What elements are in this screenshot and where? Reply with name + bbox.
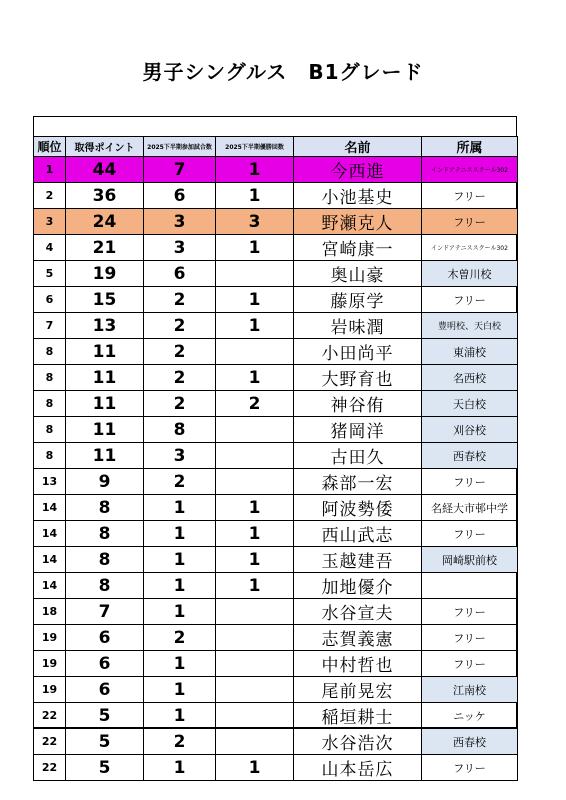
rank-cell: 6 <box>34 287 66 313</box>
games-cell: 2 <box>144 469 216 495</box>
wins-cell <box>216 651 294 677</box>
games-cell: 1 <box>144 573 216 599</box>
table-row <box>34 443 518 469</box>
points-cell: 11 <box>66 365 144 391</box>
wins-cell: 1 <box>216 547 294 573</box>
table-row <box>34 521 518 547</box>
games-cell: 2 <box>144 625 216 651</box>
rank-cell: 14 <box>34 547 66 573</box>
wins-cell: 1 <box>216 157 294 183</box>
wins-cell: 1 <box>216 287 294 313</box>
points-cell: 8 <box>66 573 144 599</box>
games-cell: 1 <box>144 599 216 625</box>
points-cell: 5 <box>66 703 144 729</box>
games-cell: 1 <box>144 651 216 677</box>
table-row <box>34 209 518 235</box>
affiliation-cell: インドアテニススクール302 <box>422 235 518 261</box>
wins-cell <box>216 261 294 287</box>
header-wins: 2025下半期優勝回数 <box>216 137 294 157</box>
wins-cell: 3 <box>216 209 294 235</box>
name-cell: 加地優介 <box>294 573 422 599</box>
affiliation-cell: 東浦校 <box>422 339 518 365</box>
table-row <box>34 573 518 599</box>
rank-cell: 22 <box>34 755 66 781</box>
points-cell: 15 <box>66 287 144 313</box>
affiliation-cell: 岡崎駅前校 <box>422 547 518 573</box>
rank-cell: 8 <box>34 365 66 391</box>
points-cell: 6 <box>66 625 144 651</box>
points-cell: 44 <box>66 157 144 183</box>
games-cell: 1 <box>144 521 216 547</box>
wins-cell: 1 <box>216 573 294 599</box>
affiliation-cell: フリー <box>422 625 518 651</box>
name-cell: 稲垣耕士 <box>294 703 422 729</box>
name-cell: 森部一宏 <box>294 469 422 495</box>
name-cell: 野瀬克人 <box>294 209 422 235</box>
table-row <box>34 261 518 287</box>
games-cell: 1 <box>144 677 216 703</box>
name-cell: 大野育也 <box>294 365 422 391</box>
wins-cell <box>216 625 294 651</box>
affiliation-cell: 天白校 <box>422 391 518 417</box>
games-cell: 2 <box>144 287 216 313</box>
affiliation-cell: インドアテニススクール302 <box>422 157 518 183</box>
table-row <box>34 599 518 625</box>
games-cell: 6 <box>144 183 216 209</box>
games-cell: 2 <box>144 729 216 755</box>
table-row <box>34 339 518 365</box>
wins-cell: 1 <box>216 235 294 261</box>
games-cell: 7 <box>144 157 216 183</box>
name-cell: 中村哲也 <box>294 651 422 677</box>
name-cell: 今西進 <box>294 157 422 183</box>
rank-cell: 19 <box>34 651 66 677</box>
wins-cell <box>216 677 294 703</box>
wins-cell: 1 <box>216 755 294 781</box>
wins-cell <box>216 443 294 469</box>
table-row <box>34 755 518 781</box>
header-points: 取得ポイント <box>66 137 144 157</box>
rank-cell: 18 <box>34 599 66 625</box>
games-cell: 3 <box>144 209 216 235</box>
points-cell: 13 <box>66 313 144 339</box>
points-cell: 5 <box>66 755 144 781</box>
points-cell: 5 <box>66 729 144 755</box>
page-title: 男子シングルス B1グレード <box>142 60 424 84</box>
table-row <box>34 313 518 339</box>
affiliation-cell: 西春校 <box>422 443 518 469</box>
affiliation-cell: 豊明校、天白校 <box>422 313 518 339</box>
rank-cell: 3 <box>34 209 66 235</box>
name-cell: 志賀義憲 <box>294 625 422 651</box>
name-cell: 小池基史 <box>294 183 422 209</box>
table-row <box>34 469 518 495</box>
wins-cell <box>216 469 294 495</box>
header-name: 名前 <box>294 137 422 157</box>
points-cell: 11 <box>66 391 144 417</box>
affiliation-cell <box>422 573 518 599</box>
ranking-table <box>33 136 518 781</box>
rank-cell: 8 <box>34 417 66 443</box>
wins-cell: 1 <box>216 365 294 391</box>
name-cell: 尾前晃宏 <box>294 677 422 703</box>
affiliation-cell: 刈谷校 <box>422 417 518 443</box>
name-cell: 古田久 <box>294 443 422 469</box>
wins-cell <box>216 703 294 729</box>
rank-cell: 8 <box>34 443 66 469</box>
affiliation-cell: フリー <box>422 755 518 781</box>
name-cell: 藤原学 <box>294 287 422 313</box>
games-cell: 1 <box>144 547 216 573</box>
rank-cell: 8 <box>34 391 66 417</box>
games-cell: 6 <box>144 261 216 287</box>
points-cell: 8 <box>66 495 144 521</box>
name-cell: 奥山豪 <box>294 261 422 287</box>
name-cell: 阿波勢倭 <box>294 495 422 521</box>
rank-cell: 1 <box>34 157 66 183</box>
points-cell: 36 <box>66 183 144 209</box>
table-row <box>34 729 518 755</box>
affiliation-cell: フリー <box>422 287 518 313</box>
table-row <box>34 365 518 391</box>
header-rank: 順位 <box>34 137 66 157</box>
table-row <box>34 391 518 417</box>
points-cell: 21 <box>66 235 144 261</box>
points-cell: 24 <box>66 209 144 235</box>
table-row <box>34 677 518 703</box>
rank-cell: 22 <box>34 703 66 729</box>
name-cell: 神谷侑 <box>294 391 422 417</box>
points-cell: 19 <box>66 261 144 287</box>
name-cell: 玉越建吾 <box>294 547 422 573</box>
wins-cell <box>216 729 294 755</box>
points-cell: 8 <box>66 547 144 573</box>
table-row <box>34 495 518 521</box>
affiliation-cell: フリー <box>422 209 518 235</box>
affiliation-cell: フリー <box>422 599 518 625</box>
affiliation-cell: 名経大市邨中学 <box>422 495 518 521</box>
name-cell: 山本岳広 <box>294 755 422 781</box>
wins-cell: 2 <box>216 391 294 417</box>
affiliation-cell: 江南校 <box>422 677 518 703</box>
name-cell: 宮崎康一 <box>294 235 422 261</box>
points-cell: 6 <box>66 651 144 677</box>
games-cell: 1 <box>144 703 216 729</box>
header-row <box>34 137 518 157</box>
table-row <box>34 625 518 651</box>
wins-cell <box>216 417 294 443</box>
affiliation-cell: フリー <box>422 183 518 209</box>
rank-cell: 19 <box>34 677 66 703</box>
wins-cell: 1 <box>216 313 294 339</box>
table-row <box>34 235 518 261</box>
table-body <box>34 157 518 781</box>
games-cell: 3 <box>144 443 216 469</box>
rank-cell: 14 <box>34 521 66 547</box>
rank-cell: 2 <box>34 183 66 209</box>
affiliation-cell: 西春校 <box>422 729 518 755</box>
rank-cell: 5 <box>34 261 66 287</box>
wins-cell <box>216 599 294 625</box>
name-cell: 小田尚平 <box>294 339 422 365</box>
table-row <box>34 183 518 209</box>
affiliation-cell: フリー <box>422 651 518 677</box>
name-cell: 岩味潤 <box>294 313 422 339</box>
table-row <box>34 287 518 313</box>
points-cell: 11 <box>66 417 144 443</box>
rank-cell: 22 <box>34 729 66 755</box>
header-affiliation: 所属 <box>422 137 518 157</box>
rank-cell: 7 <box>34 313 66 339</box>
name-cell: 西山武志 <box>294 521 422 547</box>
wins-cell: 1 <box>216 183 294 209</box>
affiliation-cell: ニッケ <box>422 703 518 729</box>
wins-cell: 1 <box>216 495 294 521</box>
table-row <box>34 157 518 183</box>
games-cell: 8 <box>144 417 216 443</box>
affiliation-cell: フリー <box>422 469 518 495</box>
wins-cell: 1 <box>216 521 294 547</box>
rank-cell: 13 <box>34 469 66 495</box>
table-row <box>34 703 518 729</box>
points-cell: 11 <box>66 339 144 365</box>
affiliation-cell: 木曽川校 <box>422 261 518 287</box>
games-cell: 2 <box>144 391 216 417</box>
games-cell: 1 <box>144 755 216 781</box>
points-cell: 6 <box>66 677 144 703</box>
points-cell: 8 <box>66 521 144 547</box>
games-cell: 1 <box>144 495 216 521</box>
name-cell: 水谷浩次 <box>294 729 422 755</box>
header-games: 2025下半期参加試合数 <box>144 137 216 157</box>
games-cell: 2 <box>144 365 216 391</box>
table-row <box>34 651 518 677</box>
games-cell: 2 <box>144 339 216 365</box>
games-cell: 2 <box>144 313 216 339</box>
name-cell: 水谷宣夫 <box>294 599 422 625</box>
rank-cell: 19 <box>34 625 66 651</box>
rank-cell: 4 <box>34 235 66 261</box>
points-cell: 9 <box>66 469 144 495</box>
affiliation-cell: フリー <box>422 521 518 547</box>
table-row <box>34 547 518 573</box>
affiliation-cell: 名西校 <box>422 365 518 391</box>
table-row <box>34 417 518 443</box>
points-cell: 7 <box>66 599 144 625</box>
rank-cell: 8 <box>34 339 66 365</box>
name-cell: 猪岡洋 <box>294 417 422 443</box>
wins-cell <box>216 339 294 365</box>
rank-cell: 14 <box>34 573 66 599</box>
points-cell: 11 <box>66 443 144 469</box>
rank-cell: 14 <box>34 495 66 521</box>
games-cell: 3 <box>144 235 216 261</box>
